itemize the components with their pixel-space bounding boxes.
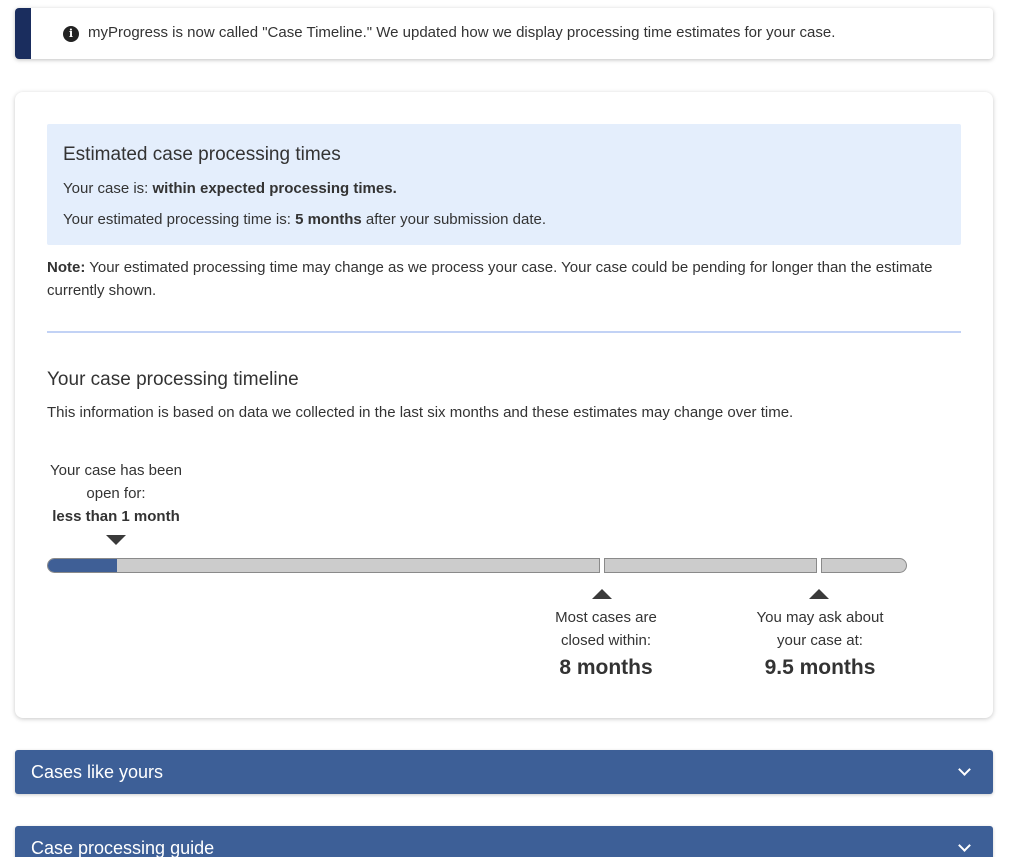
- processing-time-line: [63, 211, 546, 228]
- section-divider: [47, 331, 961, 333]
- timeline-title: Your case processing timeline: [47, 369, 299, 390]
- milestone-inquiry-eligible: [740, 606, 900, 683]
- milestone-marker-icon: [592, 589, 612, 599]
- processing-time-prefix: Your estimated processing time is:: [63, 211, 296, 228]
- chevron-down-icon[interactable]: [958, 763, 971, 776]
- estimate-title: Estimated case processing times: [63, 144, 341, 165]
- milestone-label-line2: closed within:: [560, 632, 652, 649]
- note-text: Your estimated processing time may change as we process your case. Your case could be pending for longer than the estimate currently shown.: [47, 259, 933, 299]
- accordion-label: Case processing guide: [31, 838, 215, 857]
- milestone-label-line1: You may ask about: [756, 609, 884, 626]
- banner-message: myProgress is now called "Case Timeline." We updated how we display processing time estimates for your case.: [88, 24, 836, 41]
- milestone-marker-icon: [809, 589, 829, 599]
- timeline-segment-typical: [47, 558, 600, 573]
- open-label-line2: open for:: [86, 485, 146, 502]
- timeline-segment-inquiry: [821, 558, 907, 573]
- case-status-prefix: Your case is:: [63, 180, 153, 197]
- chevron-down-icon[interactable]: [958, 839, 971, 852]
- processing-time-suffix: after your submission date.: [361, 211, 547, 228]
- case-open-duration: [41, 459, 191, 528]
- milestone-label-line1: Most cases are: [555, 609, 657, 626]
- accordion-cases-like-yours[interactable]: [15, 750, 993, 794]
- notification-banner: [15, 8, 993, 59]
- timeline-segment-extended: [604, 558, 817, 573]
- open-label-line1: Your case has been: [49, 462, 183, 479]
- note-label: Note:: [47, 259, 86, 276]
- timeline-description: This information is based on data we collected in the last six months and these estimates may change over time.: [47, 404, 794, 421]
- estimate-note: [47, 256, 947, 302]
- milestone-value: 9.5 months: [764, 656, 876, 679]
- case-status-line: [63, 180, 397, 197]
- milestone-most-cases-closed: [526, 606, 686, 683]
- case-status-value: within expected processing times.: [152, 180, 397, 197]
- processing-time-value: 5 months: [295, 211, 362, 228]
- info-icon: i: [63, 26, 79, 42]
- accordion-label: Cases like yours: [31, 762, 164, 782]
- milestone-label-line2: your case at:: [777, 632, 863, 649]
- timeline-progress-fill: [48, 559, 117, 572]
- milestone-value: 8 months: [559, 656, 653, 679]
- accordion-case-processing-guide[interactable]: [15, 826, 993, 857]
- current-position-marker-icon: [106, 535, 126, 545]
- estimate-summary-box: [47, 124, 961, 245]
- case-timeline-card: [15, 92, 993, 718]
- open-duration-value: less than 1 month: [52, 508, 180, 525]
- banner-accent-stripe: [15, 8, 31, 59]
